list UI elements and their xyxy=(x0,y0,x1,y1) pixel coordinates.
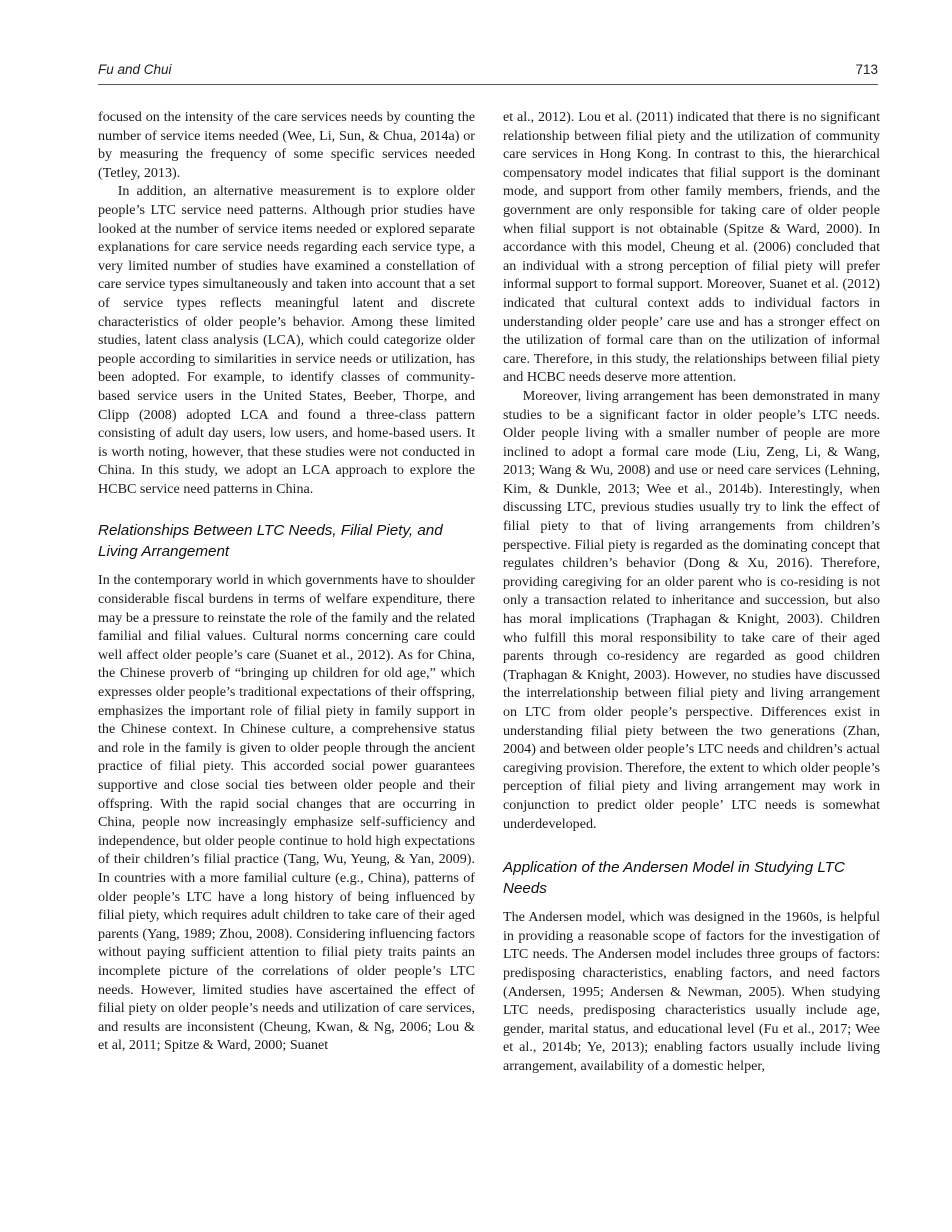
running-head xyxy=(98,62,878,82)
paragraph: In addition, an alternative measurement is to explore older people’s LTC service need patterns. Although prior studies have looked at the number of service items needed or explored separate explanations for care service needs regarding each service type, a very limited number of studies have examined a constellation of care service types simultaneously and taken into account that a set of service types reflects meaningful latent and discrete characteristics of older people’s behavior. Among these limited studies, latent class analysis (LCA), which could categorize older people according to similarities in service needs or utilization, has been adopted. For example, to identify classes of community-based service users in the United States, Beeber, Thorpe, and Clipp (2008) adopted LCA and found a three-class pattern consisting of adult day users, low users, and home-based users. It is worth noting, however, that these studies were not conducted in China. In this study, we adopt an LCA approach to explore the HCBC service need patterns in China. xyxy=(98,183,475,497)
section-heading-filial-piety: Relationships Between LTC Needs, Filial Piety, and Living Arrangement xyxy=(98,522,443,561)
paragraph: The Andersen model, which was designed in the 1960s, is helpful in providing a reasonable scope of factors for the investigation of LTC needs. The Andersen model includes three groups of factors: predisposing characteristics, enabling factors, and need factors (Andersen, 1995; Andersen & Newman, 2005). When studying LTC needs, predisposing characteristics usually include age, gender, marital status, and educational level (Fu et al., 2017; Wee et al., 2014b; Ye, 2013); enabling factors usually include living arrangement, availability of a domestic helper, xyxy=(503,909,880,1074)
running-head-authors: Fu and Chui xyxy=(98,62,172,77)
paragraph: In the contemporary world in which governments have to shoulder considerable fiscal burdens in terms of welfare expenditure, there may be a pressure to reinstate the role of the family and the related familial and filial values. Cultural norms concerning care could well affect older people’s care (Suanet et al., 2012). As for China, the Chinese proverb of “bringing up children for old age,” which expresses older people’s traditional expectations of their offspring, emphasizes the important role of filial piety in family support in the Chinese context. In Chinese culture, a comprehensive status and role in the family is given to older people through the ancient practice of filial piety. This accorded social power guarantees supportive and close social ties between older people and their offspring. With the rapid social changes that are occurring in China, people now increasingly emphasize self-sufficiency and independence, but older people continue to hold high expectations of their children’s filial practice (Tang, Wu, Yeung, & Yan, 2009). In countries with a more familial culture (e.g., China), patterns of older people’s LTC have a long history of being influenced by filial piety, which requires adult children to take care of their aged parents (Yang, 1989; Zhou, 2008). Considering influencing factors without paying sufficient attention to filial piety traits paints an incomplete picture of the correlations of older people’s LTC needs. However, limited studies have ascertained the effect of filial piety on older people’s needs and utilization of care services, and results are inconsistent (Cheung, Kwan, & Ng, 2006; Lou & et al, 2011; Spitze & Ward, 2000; Suanet xyxy=(98,572,475,1054)
paragraph: Moreover, living arrangement has been demonstrated in many studies to be a significant factor in older people’s LTC needs. Older people living with a smaller number of people are more inclined to adopt a formal care mode (Liu, Zeng, Li, & Wang, 2013; Wang & Wu, 2008) and use or need care services (Lehning, Kim, & Dunkle, 2013; Wee et al., 2014b). Interestingly, when discussing LTC, previous studies usually try to link the effect of filial piety to that of living arrangements from children’s perspective. Filial piety is regarded as the dominating concept that regulates children’s behavior (Dong & Xu, 2016). Therefore, providing caregiving for an older parent who is co-residing is not only a transaction related to inheritance and succession, but also has moral implications (Traphagan & Knight, 2003). Children who fulfill this moral responsibility to take care of their aged parents through co-residency are regarded as good children (Traphagan & Knight, 2003). However, no studies have discussed the interrelationship between filial piety and living arrangement on LTC from older people’s perspective. Differences exist in understanding filial piety between the two generations (Zhan, 2004) and between older people’s LTC needs and children’s actual caregiving provision. Therefore, the extent to which older people’s perception of filial piety and living arrangement may work in conjunction to predict older people’ LTC needs is somewhat underdeveloped. xyxy=(503,387,880,832)
left-column xyxy=(98,108,475,1055)
section-heading-andersen-model: Application of the Andersen Model in Studying LTC Needs xyxy=(503,859,845,898)
page-number: 713 xyxy=(855,62,878,77)
paragraph: focused on the intensity of the care services needs by counting the number of service items needed (Wee, Li, Sun, & Chua, 2014a) or by measuring the frequency of some specific services needed (Tetley, 2013). xyxy=(98,109,475,181)
right-column xyxy=(503,108,880,1076)
header-rule xyxy=(98,84,878,85)
paragraph: et al., 2012). Lou et al. (2011) indicated that there is no significant relationship between filial piety and the utilization of community care services in Hong Kong. In contrast to this, the hierarchical compensatory model indicates that filial support is the dominant mode, and support from other family members, friends, and the government are only responsible for taking care of older people when filial support is not obtainable (Spitze & Ward, 2000). In accordance with this model, Cheung et al. (2006) concluded that an individual with a strong perception of filial piety will prefer informal support to formal support. Moreover, Suanet et al. (2012) indicated that cultural context adds to individual factors in understanding older people’ care use and has a stronger effect on the utilization of formal care than on the utilization of informal care. Therefore, in this study, the relationships between filial piety and HCBC needs deserve more attention. xyxy=(503,109,880,386)
